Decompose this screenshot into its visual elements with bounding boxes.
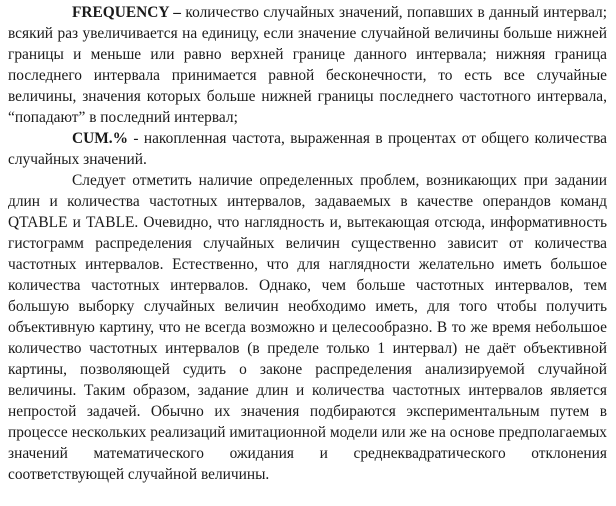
frequency-separator: – [168, 4, 186, 21]
body-paragraph: Следует отметить наличие определенных проблем, возникающих при задании длин и количества частотных интервалов, задаваемых в качестве операндов команд QTABLE и TABLE. Очевидно, что наглядность и, вытекающая отсюда, информативность гистограмм распределения случайных величин существенно зависит от количества частотных интервалов. Естественно, что для наглядности желательно иметь большое количества частотных интервалов. Однако, чем больше частотных интервалов, тем большую выборку случайных величин необходимо иметь, для того чтобы получить объективную картину, что не всегда возможно и целесообразно. В то же время небольшое количество частотных интервалов (в пределе только 1 интервал) не даёт объективной картины, позволяющей судить о законе распределения анализируемой случайной величины. Таким образом, задание длин и количества частотных интервалов является непростой задачей. Обычно их значения подбираются экспериментальным путем в процессе нескольких реализаций имитационной модели или же на основе предполагаемых значений математического ожидания и среднеквадратического отклонения соответствующей случайной величины. [8, 172, 607, 483]
frequency-definition [8, 2, 607, 128]
cum-term: CUM.% [72, 130, 128, 147]
cum-separator: - [128, 130, 144, 147]
cum-definition [8, 128, 607, 170]
frequency-text: количество случайных значений, попавших в данный интервал; всякий раз увеличивается на единицу, если значение случайной величины больше нижней границы и меньше или равно верхней границе данного интервала; нижняя граница последнего интервала принимается равной бесконечности, то есть все случайные величины, значения которых больше нижней границы последнего частотного интервала, “попадают” в последний интервал; [8, 4, 608, 126]
cum-text: накопленная частота, выраженная в процентах от общего количества случайных значений. [8, 130, 607, 168]
frequency-term: FREQUENCY [72, 4, 169, 21]
